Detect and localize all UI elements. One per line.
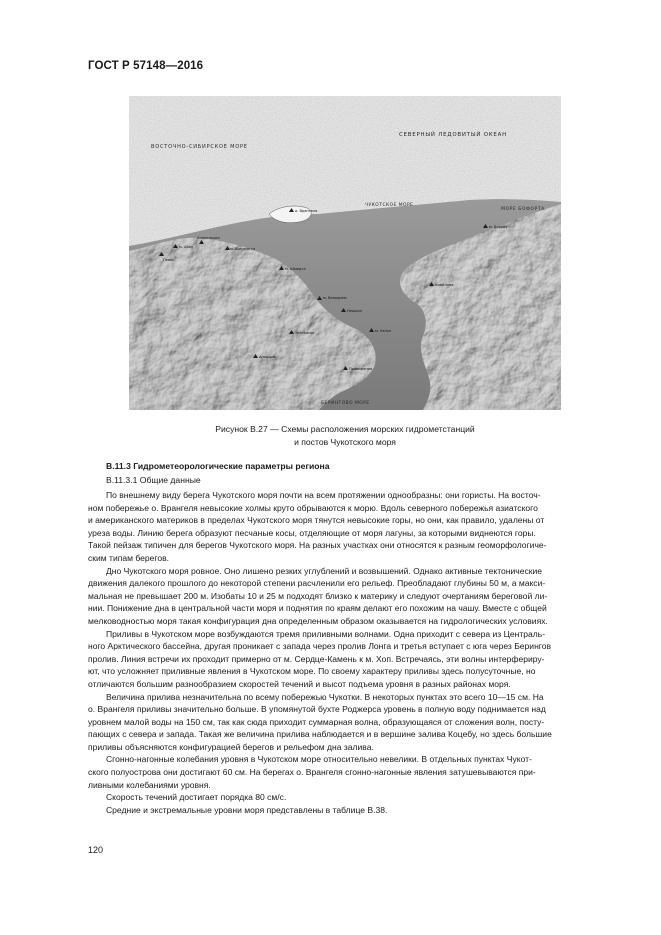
station-billings	[225, 246, 255, 251]
station-label: Провидения	[349, 367, 373, 371]
text-line: и американского материков в пределах Чукотского моря тянутся невысокие горы, но они, как правило, удалены от	[88, 515, 545, 526]
subsection-title: В.11.3.1 Общие данные	[106, 475, 201, 485]
text-line: уреза воды. Линию берега образуют песчаные косы, отделяющие от моря лагуны, за которыми виднеются горы.	[88, 527, 536, 538]
text-line: ского полуострова они достигают 60 см. На берегах о. Врангеля сгонно-нагонные явления затушевываются при-	[88, 767, 536, 778]
text-line: ют, что усложняет приливные явления в Чукотском море. По своему характеру приливы здесь полусуточные, но	[88, 666, 536, 677]
text-line: мелководностью моря такая конфигурация дна определенным образом оказывается на гидрологических условиях.	[88, 615, 548, 626]
station-map-figure	[129, 96, 561, 410]
label-beaufort-sea: МОРЕ БОФОРТА	[501, 207, 545, 212]
station-label: м. Барроу	[489, 225, 508, 229]
paragraph-3	[88, 628, 574, 691]
body-text	[88, 489, 574, 816]
station-label: м. Шмидта	[285, 267, 306, 271]
text-line: Скорость течений достигает порядка 80 см/с.	[106, 792, 287, 803]
text-line: Приливы в Чукотском море возбуждаются тремя приливными волнами. Одна приходит с севера из Централь-	[106, 628, 546, 639]
figure-caption	[129, 423, 561, 448]
station-label: Анадырь	[259, 355, 276, 359]
text-line: Дно Чукотского моря ровное. Оно лишено резких углублений и возвышений. Однако активные тектонические	[106, 565, 543, 576]
text-line: уровнем малой воды на 150 см, так как сюда приходит суммарная волна, образующаяся от сложения волн, посту-	[88, 716, 545, 727]
station-label: Апапельхин	[197, 236, 220, 240]
text-line: ским типам берегов.	[88, 552, 170, 563]
paragraph-4	[88, 691, 574, 754]
text-line: Величина прилива незначительна по всему побережью Чукотки. В некоторых пунктах это всего 10—15 см. На	[106, 691, 544, 702]
text-line: Сгонно-нагонные колебания уровня в Чукотском море относительно невелики. В отдельных пунктах Чукот-	[106, 754, 532, 765]
text-line: ном побережье о. Врангеля невысокие холмы круто обрываются к морю. Вдоль северного побережья азиатского	[88, 502, 538, 513]
text-line: пролив. Линия встречи их проходит примерно от м. Сердце-Камень к м. Хоп. Встречаясь, эти волны интерфериру-	[88, 653, 545, 664]
label-east-siberian-sea: ВОСТОЧНО-СИБИРСКОЕ МОРЕ	[151, 144, 248, 150]
paragraph-2	[88, 565, 574, 628]
paragraph-6	[88, 791, 574, 804]
text-line: пающих с севера и запада. Такая же величина прилива наблюдается и в вершине залива Коцебу, но здесь большие	[88, 729, 552, 740]
text-line: ливными колебаниями уровня.	[88, 779, 211, 790]
text-line: о. Врангеля приливы значительно больше. В упомянутой бухте Роджерса уровень в полную воду поднимается над	[88, 704, 546, 715]
station-label: м. Уэлен	[375, 329, 392, 333]
station-label: м. Айон	[179, 245, 194, 249]
paragraph-7	[88, 804, 574, 817]
station-label: о. Врангеля	[295, 209, 318, 213]
station-label: м. Ванкарем	[323, 296, 347, 300]
text-line: ного Арктического бассейна, другая проникает с запада через пролив Лонга и третья вступает с юга через Берингов	[88, 641, 552, 652]
text-line: приливы объясняются конфигурацией берегов и рельефом дна залива.	[88, 741, 374, 752]
paragraph-1	[88, 489, 574, 565]
text-line: движения далекого прошлого до некоторой степени расчленили его рельеф. Преобладают глубины 50 м, а макси-	[88, 578, 546, 589]
station-map	[129, 96, 561, 410]
text-line: нии. Понижение дна в центральной части моря и поднятия по краям делают его похожим на чашу. Вместе с общей	[88, 603, 547, 614]
label-arctic-ocean: СЕВЕРНЫЙ ЛЕДОВИТЫЙ ОКЕАН	[399, 132, 507, 138]
page-number: 120	[88, 845, 104, 855]
section-title: В.11.3 Гидрометеорологические параметры региона	[106, 461, 330, 471]
label-chukchi-sea: ЧУКОТСКОЕ МОРЕ	[365, 203, 414, 208]
station-label: Кивалина	[435, 283, 454, 287]
caption-line-1: Рисунок В.27 — Схемы расположения морских гидрометстанций	[215, 424, 475, 434]
paragraph-5	[88, 753, 574, 791]
text-line: мальная не превышает 200 м. Изобаты 10 и 25 м подходят близко к материку и следуют очертаниям береговой ли-	[88, 590, 548, 601]
station-label: Нешкан	[347, 309, 362, 313]
station-label: Эгвекинот	[295, 331, 315, 335]
station-label: Певек	[163, 258, 175, 262]
text-line: отличаются большим разнообразием скоростей течений и высот подъема уровня в разных районах моря.	[88, 678, 511, 689]
text-line: Такой пейзаж типичен для берегов Чукотского моря. На разных участках они относятся к разным геоморфологиче-	[88, 540, 547, 551]
label-bering-sea: БЕРИНГОВО МОРЕ	[321, 401, 370, 406]
text-line: По внешнему виду берега Чукотского моря почти на всем протяжении однообразны: они гористы. На восточ-	[106, 490, 541, 500]
text-line: Средние и экстремальные уровни моря представлены в таблице В.38.	[106, 804, 388, 815]
document-header: ГОСТ Р 57148—2016	[88, 60, 204, 72]
caption-line-2: и постов Чукотского моря	[294, 436, 396, 447]
station-label: м. Биллингса	[230, 247, 256, 251]
